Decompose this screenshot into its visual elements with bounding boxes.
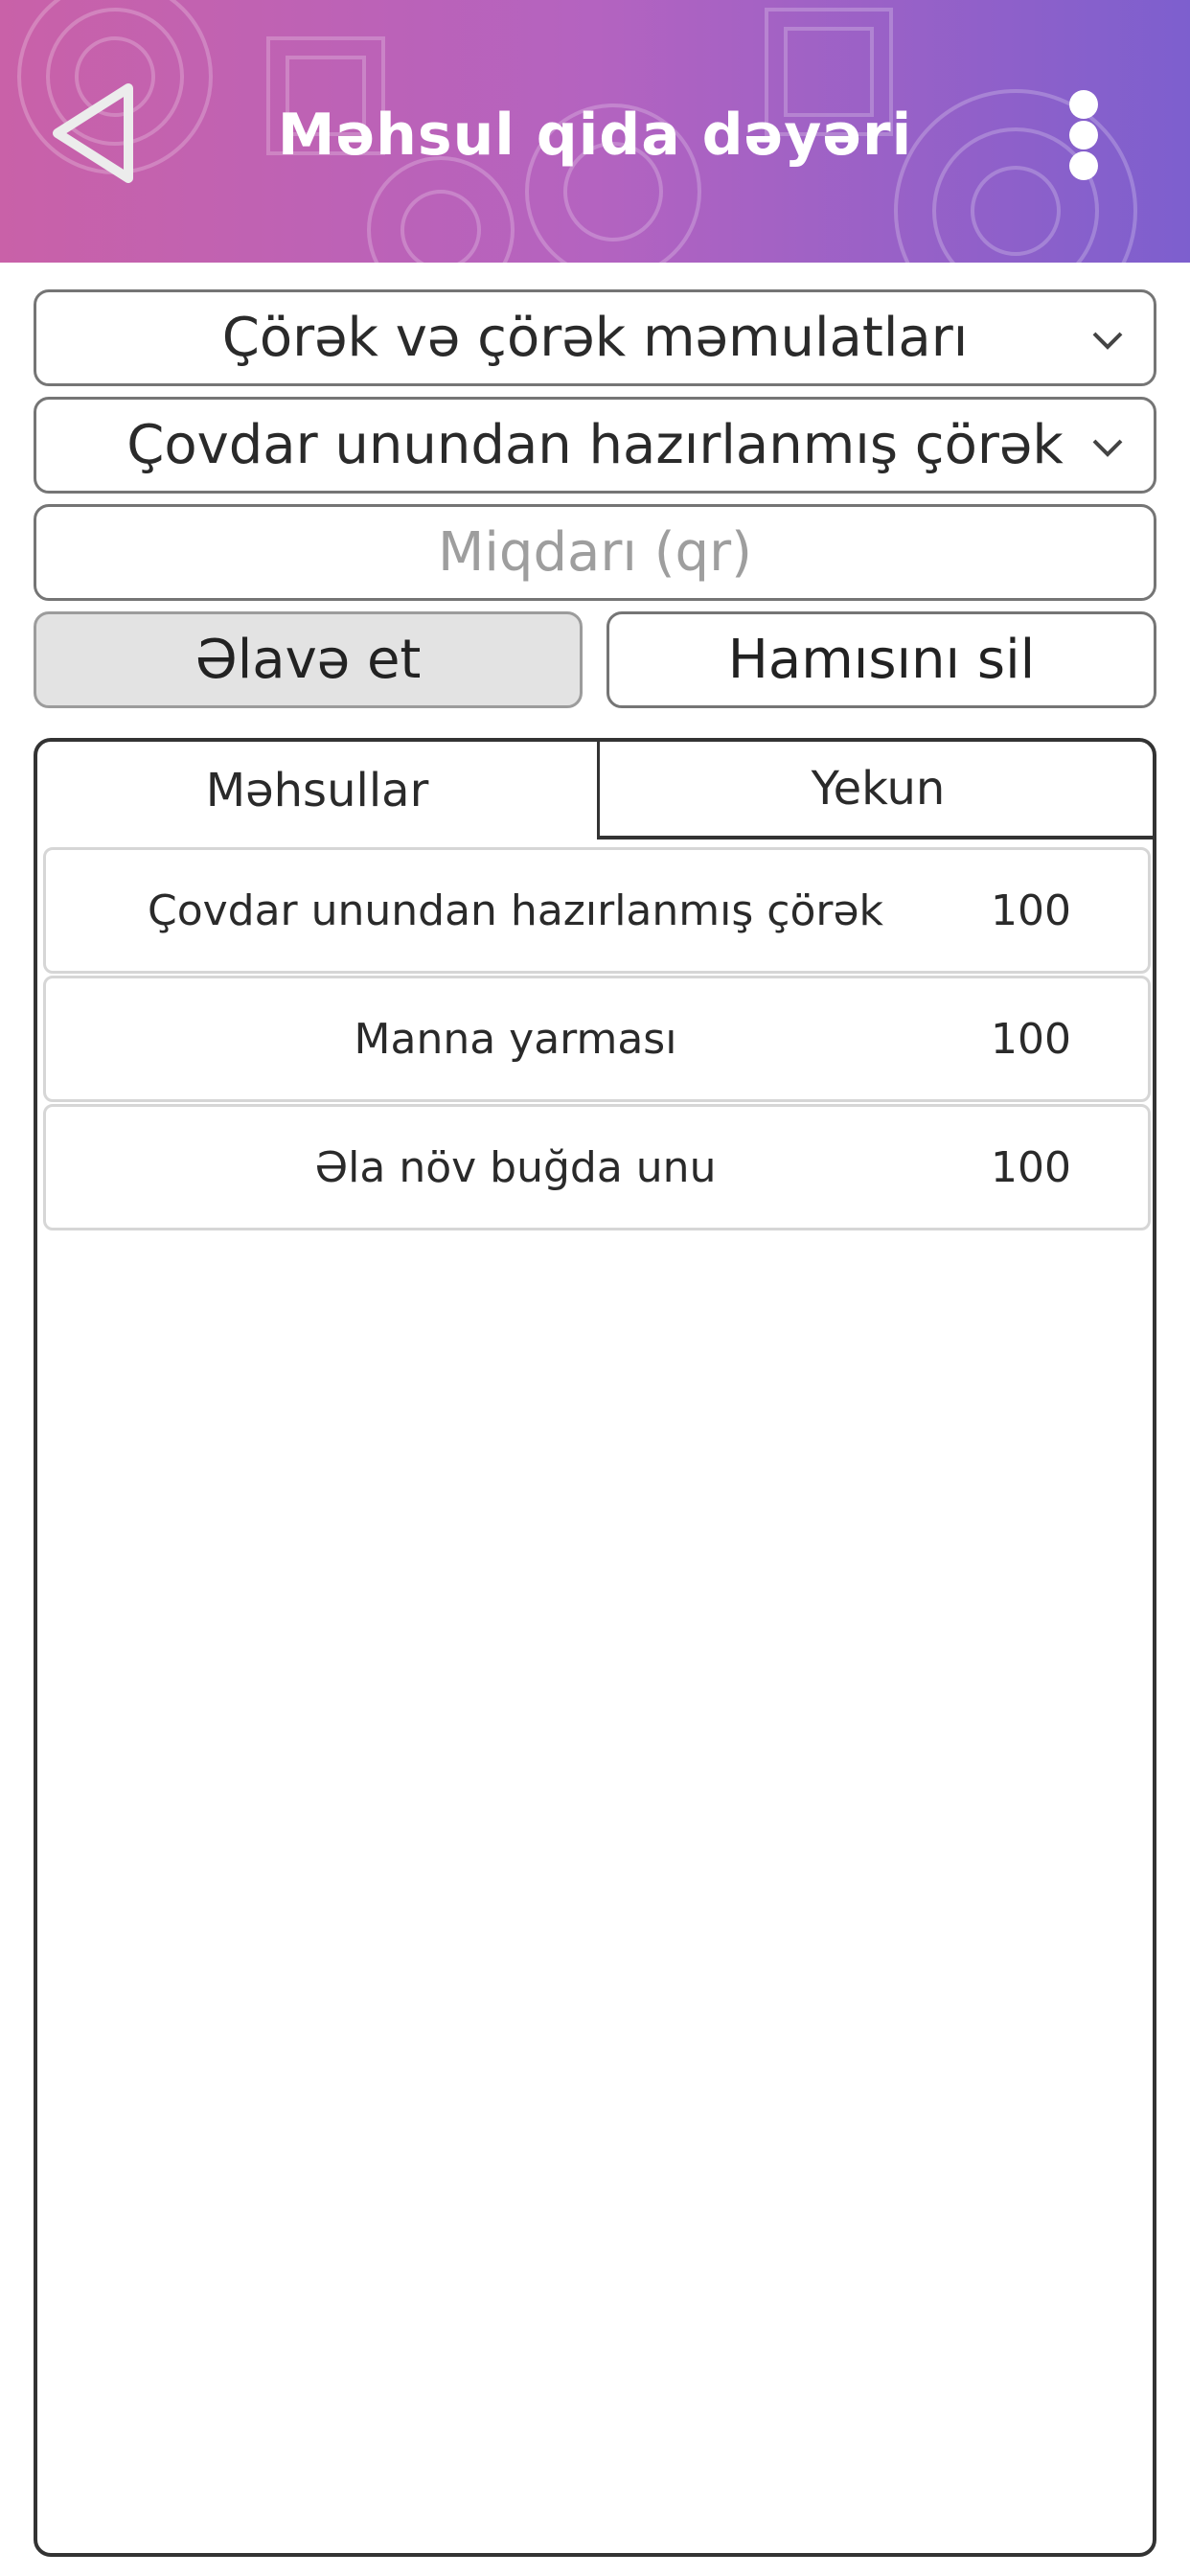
- clear-all-button[interactable]: Hamısını sil: [606, 611, 1156, 708]
- quantity-input[interactable]: [34, 504, 1156, 601]
- app-header: [0, 0, 1190, 263]
- list-item[interactable]: [43, 1104, 1151, 1230]
- list-item[interactable]: [43, 847, 1151, 974]
- results-panel: [34, 738, 1156, 2557]
- item-quantity: 100: [991, 1142, 1071, 1192]
- page-title: Məhsul qida dəyəri: [277, 102, 913, 169]
- quantity-placeholder: Miqdarı (qr): [438, 521, 752, 584]
- chevron-down-icon: [1088, 321, 1127, 359]
- tab-total[interactable]: Yekun: [597, 742, 1156, 840]
- tab-bar: [37, 742, 1153, 840]
- product-select-value: Çovdar unundan hazırlanmış çörək: [126, 414, 1064, 476]
- add-button[interactable]: Əlavə et: [34, 611, 583, 708]
- item-name: Manna yarması: [354, 1014, 677, 1064]
- chevron-down-icon: [1088, 428, 1127, 467]
- back-triangle-icon: [46, 80, 142, 186]
- list-item[interactable]: [43, 976, 1151, 1102]
- item-quantity: 100: [991, 886, 1071, 935]
- tab-products[interactable]: Məhsullar: [205, 764, 429, 817]
- item-quantity: 100: [991, 1014, 1071, 1064]
- category-select-value: Çörək və çörək məmulatları: [221, 307, 969, 369]
- more-options-button[interactable]: [1054, 86, 1111, 182]
- more-dot: [1069, 121, 1098, 150]
- product-select[interactable]: [34, 397, 1156, 494]
- back-button[interactable]: [46, 80, 142, 186]
- category-select[interactable]: [34, 289, 1156, 386]
- item-name: Əla növ buğda unu: [314, 1142, 717, 1192]
- item-name: Çovdar unundan hazırlanmış çörək: [147, 886, 884, 935]
- more-vertical-icon: [1069, 90, 1098, 119]
- more-dot: [1069, 151, 1098, 180]
